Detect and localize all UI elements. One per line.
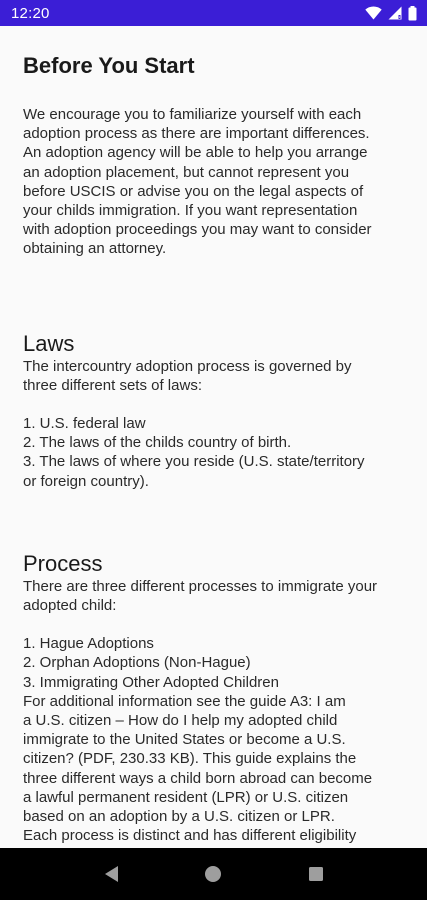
process-heading: Process xyxy=(23,550,103,576)
cellular-signal-icon xyxy=(388,6,402,20)
list-item: 2. Orphan Adoptions (Non-Hague) xyxy=(23,654,251,672)
back-icon xyxy=(102,864,120,884)
list-item: 3. Immigrating Other Adopted Children xyxy=(23,673,279,691)
intro-paragraph: We encourage you to familiarize yourself with each adoption process as there are important differences. An adoption agency will be able to help you arrange an adoption placement, but cannot represent you before USCIS or advise you on the legal aspects of your childs immigration. If you want representation with adoption proceedings you may want to consider obtaining an attorney. xyxy=(23,106,372,258)
status-bar xyxy=(0,0,427,26)
laws-list xyxy=(23,414,405,491)
back-button[interactable] xyxy=(96,859,126,889)
navigation-bar xyxy=(0,848,427,900)
process-more-info: For additional information see the guide A3: I am a U.S. citizen – How do I help my adopted child immigrate to the United States or become a U.S. citizen? (PDF, 230.33 KB). This guide explains the three different ways a child born abroad can become a lawful permanent resident (LPR) or U.S. citizen based on an adoption by a U.S. citizen or LPR. Each process is distinct and has different eligibility xyxy=(23,692,373,845)
list-item: 2. The laws of the childs country of birth. xyxy=(23,434,292,452)
home-icon xyxy=(204,865,222,883)
recents-button[interactable] xyxy=(301,859,331,889)
battery-icon xyxy=(408,6,417,21)
page-title: Before You Start xyxy=(23,53,195,78)
recents-icon xyxy=(308,866,324,882)
content-scroll[interactable] xyxy=(0,26,427,848)
list-item: 1. Hague Adoptions xyxy=(23,635,154,653)
process-intro-text: There are three different processes to immigrate your adopted child: xyxy=(23,577,378,615)
laws-heading: Laws xyxy=(23,330,75,356)
home-button[interactable] xyxy=(198,859,228,889)
list-item: 1. U.S. federal law xyxy=(23,415,146,433)
wifi-icon xyxy=(365,6,382,20)
status-time: 12:20 xyxy=(11,4,50,22)
process-list xyxy=(23,634,405,692)
list-item: 3. The laws of where you reside (U.S. state/territory or foreign country). xyxy=(23,453,365,490)
status-icons xyxy=(365,6,417,21)
laws-intro-text: The intercountry adoption process is governed by three different sets of laws: xyxy=(23,357,352,394)
